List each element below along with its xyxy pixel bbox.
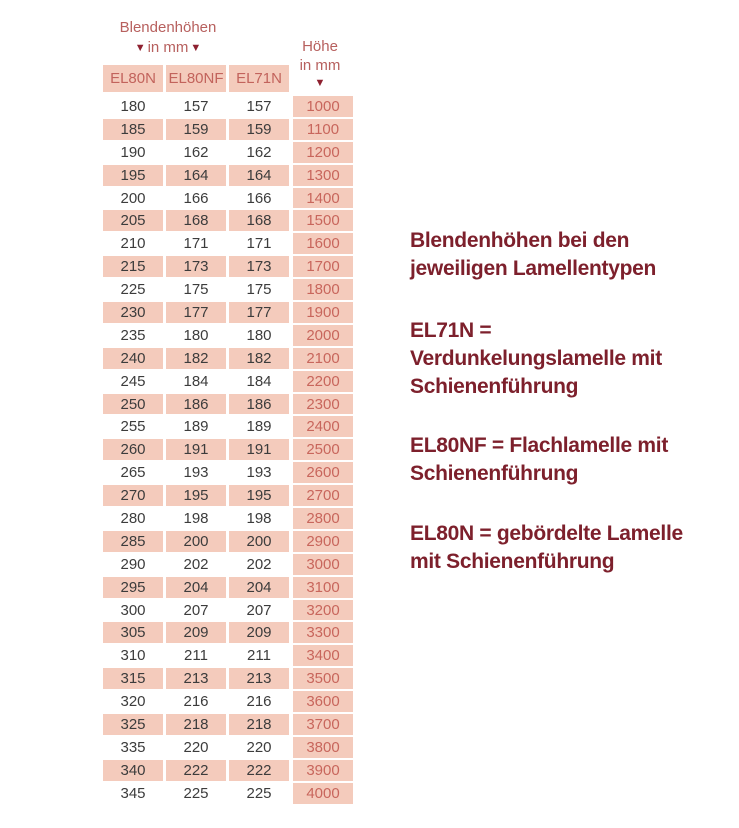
note-line: Schienenführung: [410, 462, 579, 485]
blenden-value-cell: 265: [120, 464, 146, 482]
blenden-value-cell: 325: [103, 713, 163, 736]
note-line: jeweiligen Lamellentypen: [410, 257, 657, 280]
blenden-value-cell: 290: [120, 555, 146, 573]
blenden-value-cell: 200: [166, 530, 226, 553]
blenden-value-cell: 213: [229, 667, 289, 690]
blenden-value-cell: 211: [247, 647, 271, 665]
table-row: [103, 667, 353, 690]
blenden-value-cell: 162: [246, 143, 272, 161]
hoehe-value-cell: 1800: [293, 278, 353, 301]
hoehe-value-cell: 3100: [293, 576, 353, 599]
blenden-value-cell: 168: [166, 209, 226, 232]
blenden-value-cell: 189: [183, 418, 209, 436]
hoehe-value-cell: 1700: [293, 255, 353, 278]
hoehe-value-cell: 1200: [293, 141, 353, 164]
note-block: [410, 317, 662, 401]
hoehe-value-cell: 1600: [293, 232, 353, 255]
blenden-value-cell: 200: [120, 189, 146, 207]
blenden-value-cell: 310: [120, 647, 146, 665]
blenden-value-cell: 159: [229, 118, 289, 141]
blenden-subtitle: [103, 38, 233, 58]
blenden-unit: in mm: [147, 39, 189, 56]
table-row: [103, 347, 353, 370]
table-row: [103, 95, 353, 118]
table-row: [103, 255, 353, 278]
hoehe-unit: in mm: [299, 57, 341, 74]
blenden-value-cell: 164: [166, 164, 226, 187]
hoehe-value-cell: 1900: [293, 301, 353, 324]
column-headers: [103, 65, 289, 92]
hoehe-value-cell: 2300: [293, 393, 353, 416]
table-row: [103, 301, 353, 324]
table-row: [103, 553, 353, 576]
table-row: [103, 278, 353, 301]
blenden-value-cell: 202: [183, 555, 209, 573]
table-row: [103, 438, 353, 461]
blenden-value-cell: 225: [120, 281, 146, 299]
table-row: [103, 141, 353, 164]
hoehe-value-cell: 3200: [293, 599, 353, 622]
column-header-el80n: EL80N: [103, 65, 163, 92]
hoehe-column-header: [290, 37, 350, 89]
table-row: [103, 530, 353, 553]
blenden-value-cell: 300: [120, 601, 146, 619]
blenden-value-cell: 225: [246, 784, 272, 802]
blenden-value-cell: 222: [229, 759, 289, 782]
hoehe-value-cell: 2700: [293, 484, 353, 507]
blenden-value-cell: 166: [183, 189, 209, 207]
blenden-value-cell: 189: [246, 418, 272, 436]
blenden-value-cell: 218: [229, 713, 289, 736]
blenden-value-cell: 209: [166, 621, 226, 644]
blenden-value-cell: 182: [166, 347, 226, 370]
blenden-value-cell: 157: [246, 97, 272, 115]
blenden-value-cell: 164: [229, 164, 289, 187]
table-row: [103, 713, 353, 736]
table-row: [103, 621, 353, 644]
table-row: [103, 118, 353, 141]
hoehe-value-cell: 3600: [293, 690, 353, 713]
blenden-value-cell: 180: [120, 97, 146, 115]
hoehe-value-cell: 2400: [293, 415, 353, 438]
blenden-value-cell: 171: [246, 235, 272, 253]
blenden-table-body: [103, 95, 353, 805]
blenden-value-cell: 207: [246, 601, 272, 619]
column-header-el80nf: EL80NF: [166, 65, 226, 92]
blenden-value-cell: 190: [120, 143, 146, 161]
blenden-value-cell: 210: [120, 235, 146, 253]
hoehe-value-cell: 2100: [293, 347, 353, 370]
blenden-value-cell: 280: [120, 509, 146, 527]
hoehe-value-cell: 2200: [293, 370, 353, 393]
hoehe-value-cell: 3000: [293, 553, 353, 576]
table-row: [103, 507, 353, 530]
table-row: [103, 576, 353, 599]
blenden-value-cell: 218: [166, 713, 226, 736]
table-row: [103, 690, 353, 713]
blenden-value-cell: 200: [229, 530, 289, 553]
blenden-value-cell: 182: [229, 347, 289, 370]
blenden-value-cell: 260: [103, 438, 163, 461]
blenden-table-header: [103, 18, 233, 58]
blenden-value-cell: 175: [246, 281, 272, 299]
blenden-value-cell: 270: [103, 484, 163, 507]
table-row: [103, 461, 353, 484]
blenden-value-cell: 211: [184, 647, 208, 665]
blenden-value-cell: 220: [246, 738, 272, 756]
blenden-value-cell: 245: [120, 372, 146, 390]
blenden-value-cell: 184: [183, 372, 209, 390]
blenden-value-cell: 209: [229, 621, 289, 644]
blenden-value-cell: 193: [183, 464, 209, 482]
blenden-value-cell: 204: [229, 576, 289, 599]
note-block: [410, 520, 683, 576]
blenden-value-cell: 195: [166, 484, 226, 507]
blenden-value-cell: 193: [246, 464, 272, 482]
blenden-value-cell: 195: [103, 164, 163, 187]
hoehe-title: Höhe: [302, 38, 338, 55]
blenden-value-cell: 162: [183, 143, 209, 161]
blenden-value-cell: 240: [103, 347, 163, 370]
hoehe-value-cell: 3900: [293, 759, 353, 782]
down-arrow-icon: ▼: [190, 42, 202, 54]
blenden-value-cell: 255: [120, 418, 146, 436]
table-row: [103, 415, 353, 438]
down-arrow-icon: ▼: [134, 42, 146, 54]
blenden-value-cell: 157: [183, 97, 209, 115]
note-line: EL80N = gebördelte Lamelle: [410, 522, 683, 545]
blenden-value-cell: 285: [103, 530, 163, 553]
blenden-value-cell: 205: [103, 209, 163, 232]
note-line: Schienenführung: [410, 375, 579, 398]
blenden-value-cell: 340: [103, 759, 163, 782]
blenden-value-cell: 335: [120, 738, 146, 756]
blenden-value-cell: 222: [166, 759, 226, 782]
blenden-value-cell: 220: [183, 738, 209, 756]
note-line: EL71N =: [410, 319, 492, 342]
blenden-value-cell: 207: [183, 601, 209, 619]
hoehe-value-cell: 3400: [293, 644, 353, 667]
note-line: EL80NF = Flachlamelle mit: [410, 434, 669, 457]
blenden-value-cell: 191: [166, 438, 226, 461]
blenden-value-cell: 195: [229, 484, 289, 507]
blenden-value-cell: 225: [183, 784, 209, 802]
blenden-value-cell: 175: [183, 281, 209, 299]
blenden-value-cell: 305: [103, 621, 163, 644]
blenden-value-cell: 171: [183, 235, 209, 253]
blenden-value-cell: 235: [120, 326, 146, 344]
blenden-value-cell: 215: [103, 255, 163, 278]
hoehe-value-cell: 1400: [293, 187, 353, 210]
blenden-value-cell: 198: [246, 509, 272, 527]
blenden-value-cell: 230: [103, 301, 163, 324]
blenden-value-cell: 213: [166, 667, 226, 690]
note-line: mit Schienenführung: [410, 550, 615, 573]
hoehe-value-cell: 3300: [293, 621, 353, 644]
blenden-value-cell: 320: [120, 693, 146, 711]
table-row: [103, 324, 353, 347]
blenden-value-cell: 185: [103, 118, 163, 141]
table-row: [103, 187, 353, 210]
blenden-value-cell: 198: [183, 509, 209, 527]
blenden-value-cell: 177: [166, 301, 226, 324]
blenden-value-cell: 180: [183, 326, 209, 344]
hoehe-value-cell: 1100: [293, 118, 353, 141]
hoehe-value-cell: 1300: [293, 164, 353, 187]
table-row: [103, 232, 353, 255]
blenden-value-cell: 250: [103, 393, 163, 416]
table-row: [103, 484, 353, 507]
table-row: [103, 209, 353, 232]
hoehe-value-cell: 2600: [293, 461, 353, 484]
hoehe-value-cell: 1500: [293, 209, 353, 232]
note-line: Blendenhöhen bei den: [410, 229, 630, 252]
blenden-value-cell: 173: [229, 255, 289, 278]
hoehe-value-cell: 3500: [293, 667, 353, 690]
down-arrow-icon: ▼: [314, 77, 326, 89]
hoehe-value-cell: 3800: [293, 736, 353, 759]
column-header-el71n: EL71N: [229, 65, 289, 92]
blenden-value-cell: 168: [229, 209, 289, 232]
blenden-value-cell: 159: [166, 118, 226, 141]
table-row: [103, 782, 353, 805]
blenden-value-cell: 204: [166, 576, 226, 599]
blenden-value-cell: 180: [246, 326, 272, 344]
hoehe-value-cell: 4000: [293, 782, 353, 805]
blenden-value-cell: 191: [229, 438, 289, 461]
note-line: Verdunkelungslamelle mit: [410, 347, 662, 370]
hoehe-value-cell: 2800: [293, 507, 353, 530]
hoehe-value-cell: 2000: [293, 324, 353, 347]
blenden-value-cell: 186: [166, 393, 226, 416]
blenden-value-cell: 216: [183, 693, 209, 711]
table-row: [103, 599, 353, 622]
note-block: [410, 432, 668, 488]
note-block: [410, 227, 656, 283]
blenden-value-cell: 173: [166, 255, 226, 278]
hoehe-value-cell: 1000: [293, 95, 353, 118]
table-row: [103, 164, 353, 187]
table-row: [103, 759, 353, 782]
blenden-value-cell: 202: [246, 555, 272, 573]
blenden-value-cell: 295: [103, 576, 163, 599]
blenden-value-cell: 184: [246, 372, 272, 390]
blenden-value-cell: 177: [229, 301, 289, 324]
table-row: [103, 736, 353, 759]
blenden-value-cell: 166: [246, 189, 272, 207]
table-row: [103, 393, 353, 416]
blenden-value-cell: 186: [229, 393, 289, 416]
blenden-value-cell: 345: [120, 784, 146, 802]
table-row: [103, 370, 353, 393]
table-row: [103, 644, 353, 667]
blenden-title: Blendenhöhen: [119, 19, 217, 36]
hoehe-value-cell: 2900: [293, 530, 353, 553]
hoehe-value-cell: 3700: [293, 713, 353, 736]
blenden-value-cell: 315: [103, 667, 163, 690]
blenden-value-cell: 216: [246, 693, 272, 711]
hoehe-value-cell: 2500: [293, 438, 353, 461]
